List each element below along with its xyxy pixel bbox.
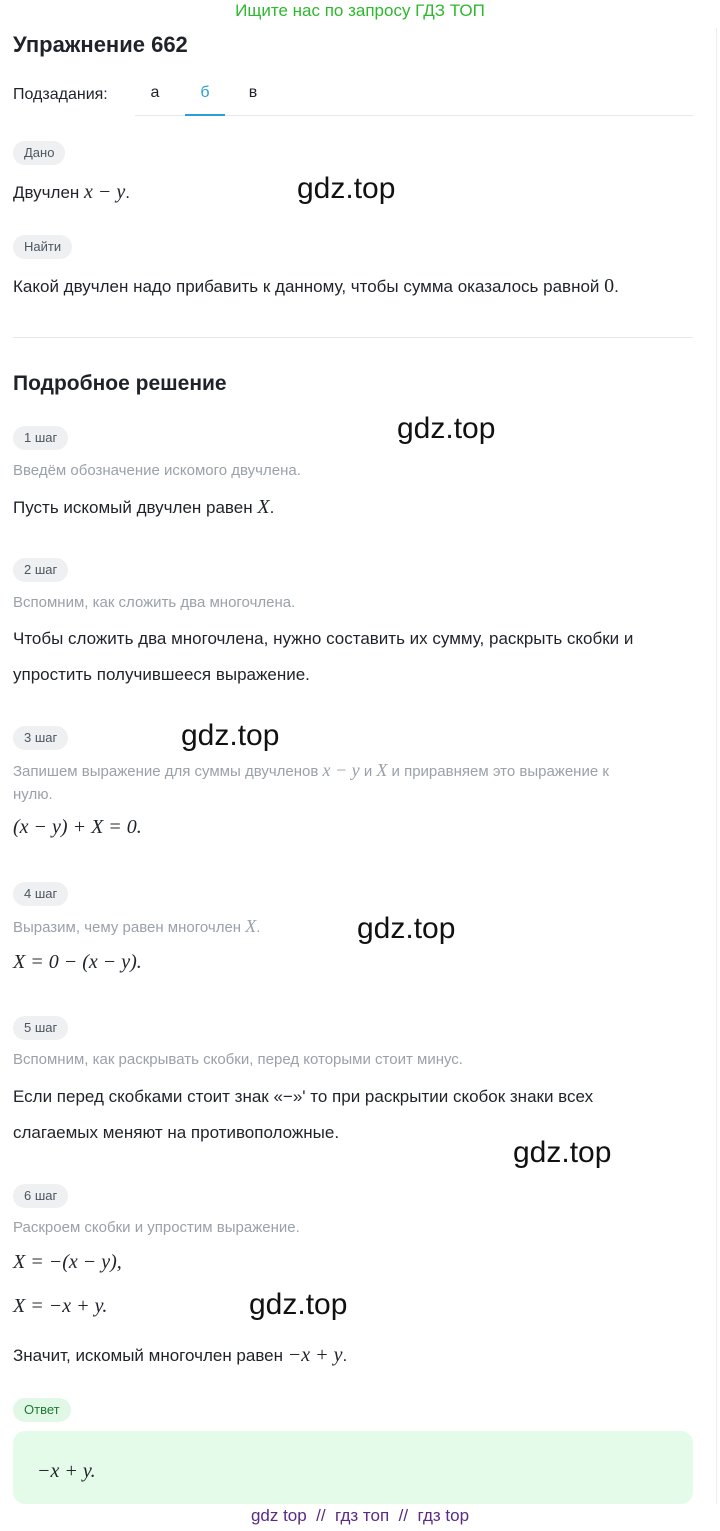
step-6-text: Значит, искомый многочлен равен −x + y. (13, 1344, 348, 1366)
step-4-formula: X = 0 − (x − y). (13, 951, 142, 973)
find-text: Какой двучлен надо прибавить к данному, чтобы сумма оказалось равной 0. (13, 275, 619, 297)
step-2-hint: Вспомним, как сложить два многочлена. (13, 594, 296, 611)
top-banner: Ищите нас по запросу ГДЗ ТОП (235, 1, 485, 20)
step-1-hint: Введём обозначение искомого двучлена. (13, 462, 301, 479)
given-math: x − y (84, 181, 126, 203)
step-6-formula-2: X = −x + y. (13, 1295, 108, 1317)
answer-badge: Ответ (13, 1398, 71, 1422)
tab-subtask-b[interactable]: б (185, 84, 225, 116)
step-4-hint: Выразим, чему равен многочлен X. (13, 916, 261, 936)
step-4-badge: 4 шаг (13, 882, 68, 906)
find-badge: Найти (13, 235, 72, 259)
step-3-formula: (x − y) + X = 0. (13, 816, 142, 838)
step-2-text-line2: упростить получившееся выражение. (13, 665, 310, 684)
step-6-hint: Раскроем скобки и упростим выражение. (13, 1219, 300, 1236)
footer-links: gdz top // гдз топ // гдз top (250, 1506, 470, 1525)
tab-subtask-a[interactable]: а (150, 84, 160, 101)
answer-value: −x + y. (37, 1460, 96, 1482)
page-title: Упражнение 662 (13, 32, 188, 57)
tab-subtask-v[interactable]: в (248, 84, 258, 101)
given-text: Двучлен x − y. (13, 181, 131, 203)
step-5-text-line2: слагаемых меняют на противоположные. (13, 1123, 340, 1142)
watermark: gdz.top (297, 172, 396, 205)
step-3-hint: Запишем выражение для суммы двучленов x − y и X и приравняем это выражение к (13, 760, 609, 780)
watermark: gdz.top (249, 1288, 348, 1321)
answer-box (13, 1431, 693, 1504)
step-2-text-line1: Чтобы сложить два многочлена, нужно составить их сумму, раскрыть скобки и (13, 629, 634, 648)
step-6-formula-1: X = −(x − y), (13, 1251, 122, 1273)
section-divider (13, 337, 693, 338)
step-1-badge: 1 шаг (13, 426, 68, 450)
find-math: 0 (604, 275, 615, 297)
step-2-badge: 2 шаг (13, 558, 68, 582)
step-1-text: Пусть искомый двучлен равен X. (13, 496, 275, 518)
subtasks-tabs (135, 76, 693, 116)
subtasks-label: Подзадания: (13, 86, 108, 103)
step-3-hint-line2: нулю. (13, 786, 53, 803)
given-badge: Дано (13, 141, 65, 165)
solution-title: Подробное решение (13, 372, 227, 395)
watermark: gdz.top (181, 719, 280, 752)
watermark: gdz.top (397, 412, 496, 445)
watermark: gdz.top (357, 912, 456, 945)
step-6-badge: 6 шаг (13, 1184, 68, 1208)
step-3-badge: 3 шаг (13, 726, 68, 750)
step-5-hint: Вспомним, как раскрывать скобки, перед которыми стоит минус. (13, 1051, 463, 1068)
step-5-badge: 5 шаг (13, 1016, 68, 1040)
step-5-text-line1: Если перед скобками стоит знак «−»' то при раскрытии скобок знаки всех (13, 1087, 594, 1106)
watermark: gdz.top (513, 1136, 612, 1169)
page-edge-rule (716, 28, 717, 1504)
